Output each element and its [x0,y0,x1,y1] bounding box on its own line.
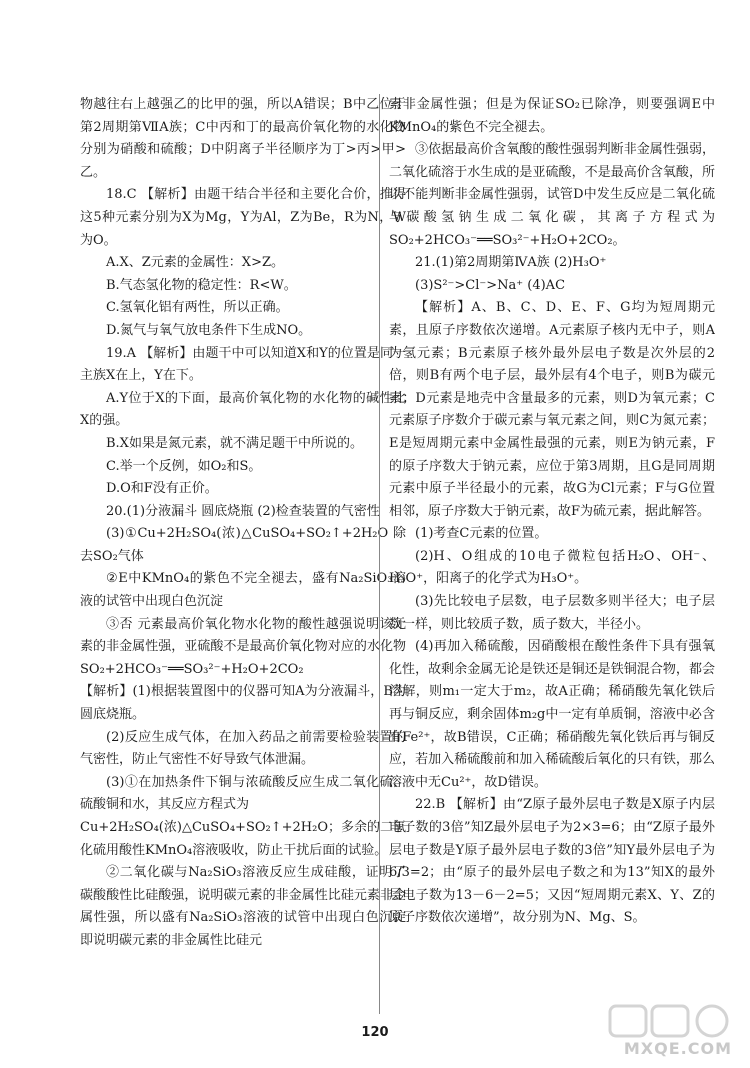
paragraph: 18.C 【解析】由题干结合半径和主要化合价，推得这5种元素分别为X为Mg，Y为Al，Z为Be，R为N，W为O。 [80,187,406,248]
paragraph: C.氢氧化铝有两性，所以正确。 [106,300,289,316]
paragraph: (4)再加入稀硫酸，因硝酸根在酸性条件下具有强氧化性，故剩余金属无论是铁还是铜还是铁铜混合物，都会溶解，则m₁一定大于m₂，故A正确；稀硝酸先氧化铁后再与铜反应，剩余固体m₂g中一定有单质铜，溶液中必含有Fe²⁺，故B错误，C正确；稀硝酸先氧化铁后再与铜反应，若加入稀硫酸前和加入稀硫酸后氧化的只有铁，那么溶液中无Cu²⁺，故D错误。 [389,639,715,790]
paragraph: B.气态氢化物的稳定性：R<W。 [106,277,297,293]
paragraph: (3)①Cu+2H₂SO₄(浓)△CuSO₄+SO₂↑+2H₂O 除去SO₂气体 [80,526,406,564]
paragraph: ②二氧化碳与Na₂SiO₃溶液反应生成硅酸，证明了碳酸酸性比硅酸强，说明碳元素的非金属性比硅元素非金属性强，所以盛有Na₂SiO₃溶液的试管中出现白色沉淀即说明碳元素的非金属性比硅元 [80,865,406,948]
paragraph: (3)先比较电子层数，电子层数多则半径大；电子层数一样，则比较质子数，质子数大，半径小。 [389,594,715,632]
page-number: 120 [361,1025,389,1040]
paragraph: (2)反应生成气体，在加入药品之前需要检验装置的气密性，防止气密性不好导致气体泄漏。 [80,729,406,768]
paragraph: 21.(1)第2周期第ⅣA族 (2)H₃O⁺ [415,255,607,271]
paragraph: (3)S²⁻>Cl⁻>Na⁺ (4)AC [415,277,566,293]
paragraph: 【解析】A、B、C、D、E、F、G均为短周期元素，且原子序数依次递增。A元素原子核内无中子，则A为氢元素；B元素原子核外最外层电子数是次外层的2倍，则B有两个电子层，最外层有4个电子，则B为碳元素；D元素是地壳中含量最多的元素，则D为氧元素；C元素原子序数介于碳元素与氧元素之间，则C为氮元素；E是短周期元素中金属性最强的元素，则E为钠元素，F的原子序数大于钠元素，应位于第3周期，且G是同周期元素中原子半径最小的元素，故G为Cl元素；F与G位置相邻，原子序数大于钠元素，故F为硫元素，据此解答。 [389,300,715,519]
paragraph: 20.(1)分液漏斗 圆底烧瓶 (2)检查装置的气密性 [106,503,380,519]
paragraph: 【解析】(1)根据装置图中的仪器可知A为分液漏斗，B为圆底烧瓶。 [80,684,406,723]
paragraph: D.氮气与氧气放电条件下生成NO。 [106,322,312,338]
paragraph: ②E中KMnO₄的紫色不完全褪去，盛有Na₂SiO₃溶液的试管中出现白色沉淀 [80,571,406,610]
paragraph: A.X、Z元素的金属性：X>Z。 [106,255,284,271]
paragraph: A.Y位于X的下面，最高价氧化物的水化物的碱性比X的强。 [80,390,406,429]
paragraph: 22.B 【解析】由“Z原子最外层电子数是X原子内层电子数的3倍”知Z最外层电子为2×3=6；由“Z原子最外层电子数是Y原子最外层电子数的3倍”知Y最外层电子为6/3=2；由“原子的最外层电子数之和为13”知X的最外层电子数为13－6－2=5；又因“短周期元素X、Y、Z的原子序数依次递增”，故分别为N、Mg、S。 [389,797,715,926]
paragraph: 素非金属性强；但是为保证SO₂已除净，则要强调E中KMnO₄的紫色不完全褪去。 [389,97,715,135]
paragraph: ③否 元素最高价氧化物水化物的酸性越强说明该元素的非金属性强，亚硫酸不是最高价氧化物对应的水化物 SO₂+2HCO₃⁻══SO₃²⁻+H₂O+2CO₂ [80,616,406,677]
paragraph: (2)H、O组成的10电子微粒包括H₂O、OH⁻、H₃O⁺，阳离子的化学式为H₃O⁺。 [389,548,715,587]
paragraph: C.举一个反例，如O₂和S。 [106,458,262,474]
left-column [80,94,406,1014]
right-column [389,94,715,1014]
paragraph: D.O和F没有正价。 [106,481,218,497]
paragraph: Cu+2H₂SO₄(浓)△CuSO₄+SO₂↑+2H₂O；多余的二氧化硫用酸性KMnO₄溶液吸收，防止干扰后面的试验。 [80,820,406,858]
paragraph: B.X如果是氮元素，就不满足题干中所说的。 [106,435,363,451]
watermark-text: MXQE.COM [623,1039,732,1058]
paragraph: (3)①在加热条件下铜与浓硫酸反应生成二氧化硫、硫酸铜和水，其反应方程式为 [80,774,406,813]
paragraph: (1)考查C元素的位置。 [415,526,548,542]
watermark-logo [606,1002,736,1060]
column-divider [379,94,380,1014]
paragraph: 19.A 【解析】由题干中可以知道X和Y的位置是同一主族X在上，Y在下。 [80,345,406,384]
paragraph: ③依据最高价含氧酸的酸性强弱判断非金属性强弱，二氧化硫溶于水生成的是亚硫酸，不是最高价含氧酸，所以不能判断非金属性强弱，试管D中发生反应是二氧化硫与碳酸氢钠生成二氧化碳，其离子方程式为SO₂+2HCO₃⁻══SO₃²⁻+H₂O+2CO₂。 [389,142,715,248]
watermark-badge-icon [606,1002,736,1042]
paragraph: 物越往右上越强乙的比甲的强，所以A错误；B中乙位于第2周期第ⅦA族；C中丙和丁的最高价氧化物的水化物分别为硝酸和硫酸；D中阴离子半径顺序为丁>丙>甲>乙。 [80,97,406,180]
